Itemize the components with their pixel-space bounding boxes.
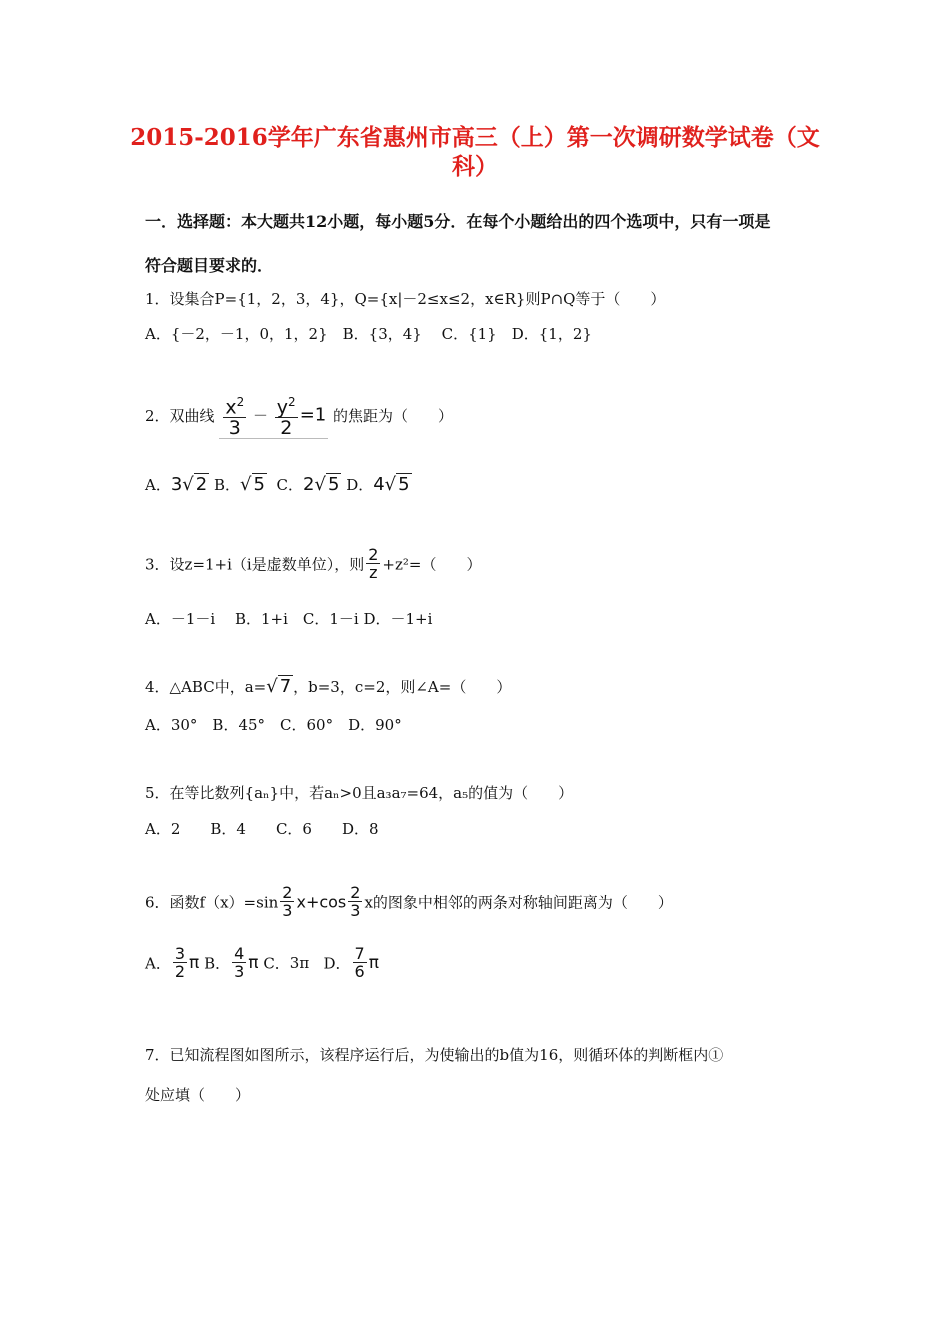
question-1-options: A．{－2，－1，0，1，2} B．{3，4} C．{1} D．{1，2} xyxy=(145,325,592,343)
q2-prefix: 2．双曲线 xyxy=(145,407,215,426)
option-d-value: 4√ 5 xyxy=(373,474,410,495)
question-6-options: A． $\frac{3}{2}$ π B． $\frac{4}{3}$ π C．3π D． $\frac{7}{6}$ π xyxy=(145,944,379,981)
option-a-value: 3√ 2 xyxy=(170,474,208,495)
question-7-line2: 处应填（ ） xyxy=(145,1086,251,1104)
option-d-frac: $\frac{7}{6}$ xyxy=(354,944,365,981)
section-heading-line2: 符合题目要求的． xyxy=(145,256,274,275)
question-3-options: A．－1－i B．1+i C．1－i D．－1+i xyxy=(145,610,433,628)
option-c-value: 2√ 5 xyxy=(303,474,340,495)
option-a-frac: $\frac{3}{2}$ xyxy=(174,944,186,981)
two-thirds-1: $\frac{2}{3}$ xyxy=(282,883,293,920)
section-heading-line1: 一．选择题：本大题共12小题，每小题5分．在每个小题给出的四个选项中，只有一项是 xyxy=(145,212,771,231)
two-over-z: $\frac{2}{z}$ xyxy=(368,545,379,582)
sqrt-7: √ 7 xyxy=(266,676,292,697)
q2-suffix: 的焦距为（ ） xyxy=(333,407,454,426)
question-2-options: A．3√ 2 B．√ 5 C．2√ 5 D．4√ 5 xyxy=(145,474,410,495)
exam-title-line1: 2015-2016学年广东省惠州市高三（上）第一次调研数学试卷（文 xyxy=(130,124,820,151)
option-b-value: √ 5 xyxy=(240,474,265,495)
question-6-stem: 6．函数f（x）=sin $\frac{2}{3}$ x+cos $\frac{2}{3}$ x的图象中相邻的两条对称轴间距离为（ ） xyxy=(145,883,673,920)
hyperbola-equation: $\frac{x^2}{3}$ － $\frac{y^2}{2}$ =1 xyxy=(219,392,328,439)
question-7-line1: 7．已知流程图如图所示，该程序运行后，为使输出的b值为16，则循环体的判断框内① xyxy=(145,1046,724,1064)
question-5-options: A．2 B．4 C．6 D．8 xyxy=(145,820,379,838)
exam-title-line2: 科） xyxy=(452,153,498,180)
option-b-frac: $\frac{4}{3}$ xyxy=(234,944,245,981)
two-thirds-2: $\frac{2}{3}$ xyxy=(350,883,361,920)
question-2-stem xyxy=(145,392,453,442)
question-1-stem: 1．设集合P={1，2，3，4}，Q={x|－2≤x≤2，x∈R}则P∩Q等于（ ） xyxy=(145,290,666,308)
x-squared-over-3: $\frac{x^2}{3}$ xyxy=(223,392,246,438)
question-5-stem: 5．在等比数列{aₙ}中，若aₙ>0且a₃a₇=64，a₅的值为（ ） xyxy=(145,784,574,802)
question-4-stem: 4．△ABC中，a=√ 7 ，b=3，c=2，则∠A=（ ） xyxy=(145,676,512,697)
question-4-options: A．30° B．45° C．60° D．90° xyxy=(145,716,402,734)
question-3-stem: 3．设z=1+i（i是虚数单位），则 $\frac{2}{z}$ +z²=（ ） xyxy=(145,545,482,582)
y-squared-over-2: $\frac{y^2}{2}$ xyxy=(275,392,298,438)
